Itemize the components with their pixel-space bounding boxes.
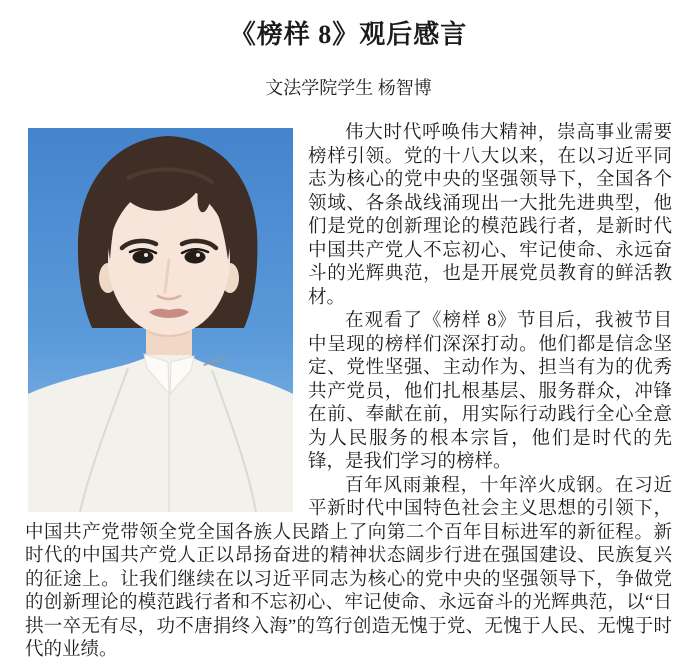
paragraph: 伟大时代呼唤伟大精神，崇高事业需要榜样引领。党的十八大以来，在以习近平同志为核心的党中央的坚强领导下，全国各个领域、各条战线涌现出一大批先进典型，他们是党的创新理论的模范践行者，是新时代中国共产党人不忘初心、牢记使命、永远奋斗的光辉典范，也是开展党员教育的鲜活教材。: [308, 123, 672, 308]
page-title: 《榜样 8》观后感言: [229, 20, 468, 49]
portrait-photo: [28, 128, 293, 512]
document-body: [25, 122, 672, 663]
paragraph: 百年风雨兼程，十年淬火成钢。在习近平新时代中国特色社会主义思想的引领下，中国共产党带领全党全国各族人民踏上了向第二个百年目标进军的新征程。新时代的中国共产党人正以昂扬奋进的精神状态阔步行进在强国建设、民族复兴的征途上。让我们继续在以习近平同志为核心的党中央的坚强领导下，争做党的创新理论的模范践行者和不忘初心、牢记使命、永远奋斗的光辉典范，以“日拱一卒无有尽，功不唐捐终入海”的笃行创造无愧于党、无愧于人民、无愧于时代的业绩。: [25, 475, 672, 660]
right-eye: [185, 251, 206, 264]
paragraph: 在观看了《榜样 8》节目后，我被节目中呈现的榜样们深深打动。他们都是信念坚定、党性坚强、主动作为、担当有为的优秀共产党员，他们扎根基层、服务群众，冲锋在前、奉献在前，用实际行动践行全心全意为人民服务的根本宗旨，他们是时代的先锋，是我们学习的榜样。: [308, 311, 672, 472]
byline: 文法学院学生 杨智博: [265, 78, 432, 98]
portrait-illustration: [28, 128, 293, 512]
left-eye: [133, 251, 154, 264]
